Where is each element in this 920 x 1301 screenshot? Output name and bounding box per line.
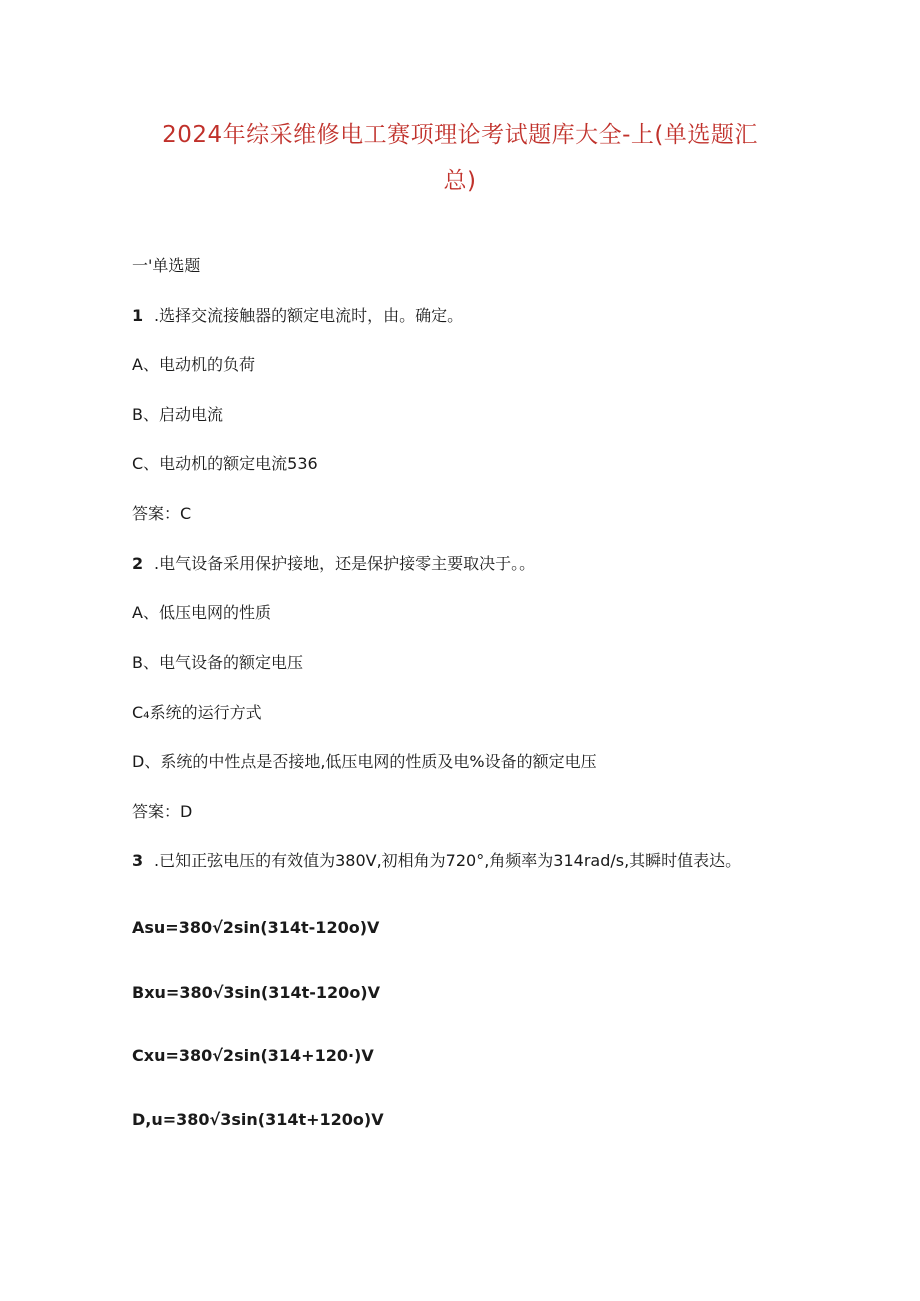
question-text: .选择交流接触器的额定电流时，由。确定。: [154, 306, 464, 325]
option-b: B、启动电流: [132, 405, 223, 424]
question-text: .已知正弦电压的有效值为380V,初相角为720°,角频率为314rad/s,其瞬时值表达。: [154, 851, 742, 870]
question-3: [132, 851, 741, 871]
section-heading: 一'单选题: [132, 256, 201, 275]
answer: 答案：C: [132, 504, 192, 523]
document-title: 2024年综采维修电工赛项理论考试题库大全-上(单选题汇总): [162, 122, 758, 194]
question-1: [132, 306, 463, 326]
option-c: C₄系统的运行方式: [132, 703, 262, 722]
option-c: C、电动机的额定电流536: [132, 454, 318, 473]
option-d: D,u=380√3sin(314t+120o)V: [132, 1110, 384, 1129]
question-number: 3: [132, 851, 144, 870]
question-text: .电气设备采用保护接地，还是保护接零主要取决于。。: [154, 554, 536, 573]
option-c: Cxu=380√2sin(314+120·)V: [132, 1046, 374, 1065]
option-b: B、电气设备的额定电压: [132, 653, 303, 672]
option-a: A、电动机的负荷: [132, 355, 255, 374]
answer: 答案：D: [132, 802, 193, 821]
option-b: Bxu=380√3sin(314t-120o)V: [132, 983, 380, 1002]
question-2: [132, 554, 535, 574]
option-a: Asu=380√2sin(314t-120o)V: [132, 918, 380, 937]
question-number: 1: [132, 306, 144, 325]
option-d: D、系统的中性点是否接地,低压电网的性质及电%设备的额定电压: [132, 752, 597, 771]
question-number: 2: [132, 554, 144, 573]
option-a: A、低压电网的性质: [132, 603, 271, 622]
